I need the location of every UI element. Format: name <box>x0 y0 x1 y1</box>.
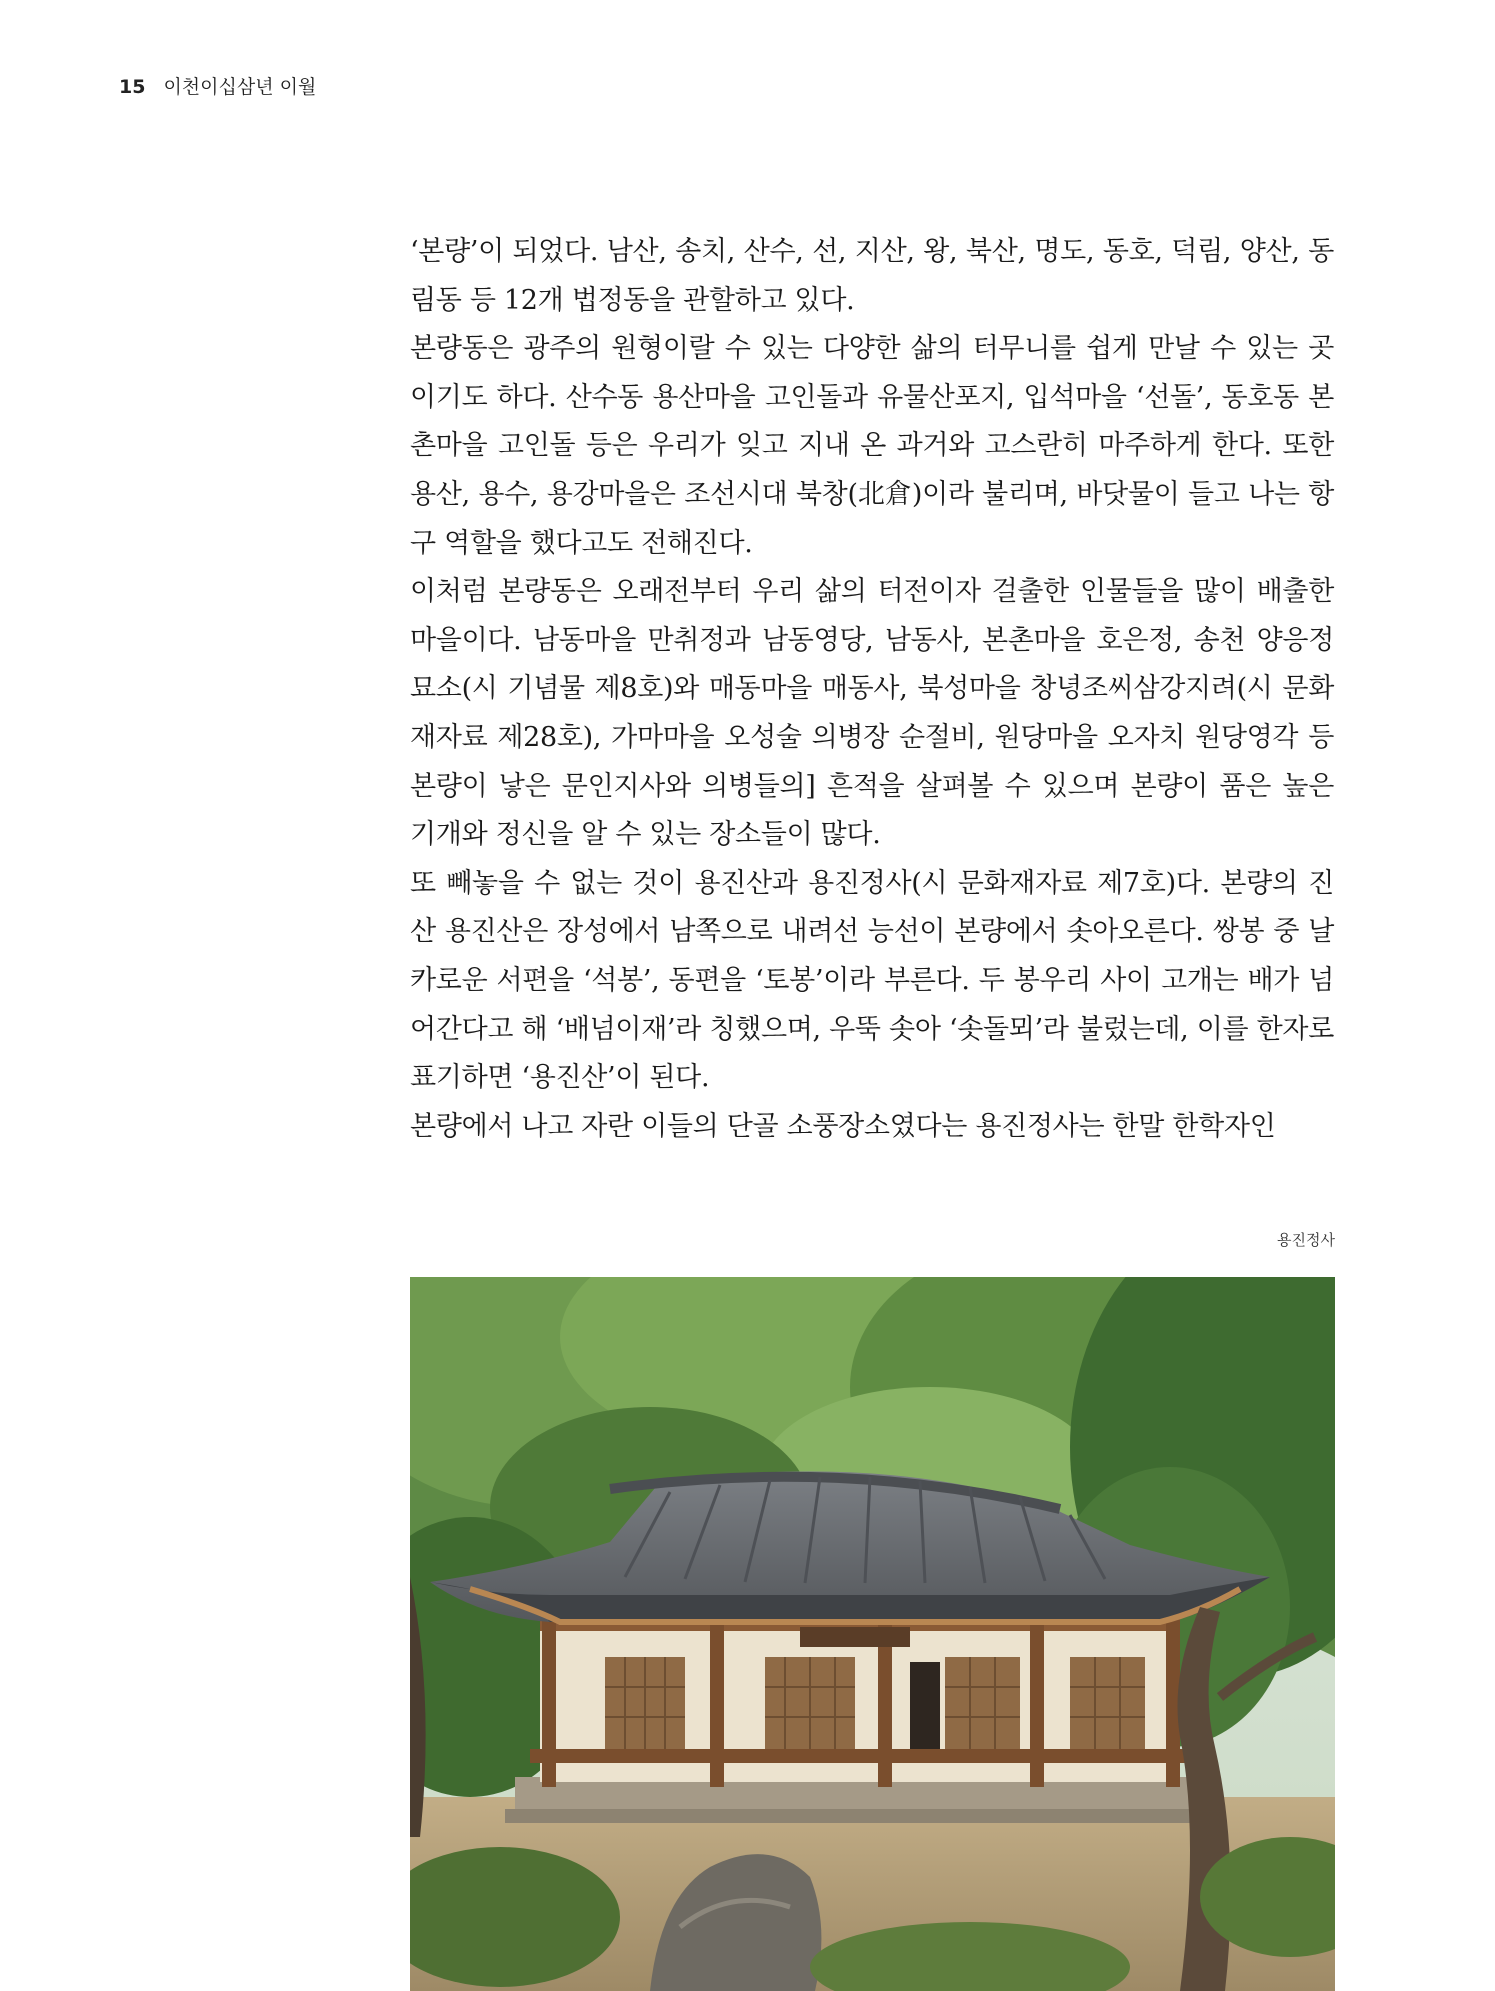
paragraph: 본량동은 광주의 원형이랄 수 있는 다양한 삶의 터무니를 쉽게 만날 수 있는 곳이기도 하다. 산수동 용산마을 고인돌과 유물산포지, 입석마을 ‘선돌’, 동호동 본촌마을 고인돌 등은 우리가 잊고 지내 온 과거와 고스란히 마주하게 한다. 또한 용산, 용수, 용강마을은 조선시대 북창(北倉)이라 불리며, 바닷물이 들고 나는 항구 역할을 했다고도 전해진다. <box>410 333 1334 559</box>
paragraph: 또 빼놓을 수 없는 것이 용진산과 용진정사(시 문화재자료 제7호)다. 본량의 진산 용진산은 장성에서 남쪽으로 내려선 능선이 본량에서 솟아오른다. 쌍봉 중 날카로운 서편을 ‘석봉’, 동편을 ‘토봉’이라 부른다. 두 봉우리 사이 고개는 배가 넘어간다고 해 ‘배넘이재’라 칭했으며, 우뚝 솟아 ‘솟돌뫼’라 불렀는데, 이를 한자로 표기하면 ‘용진산’이 된다. <box>410 867 1334 1094</box>
photo-illustration <box>410 1277 1335 1991</box>
paragraph: 이처럼 본량동은 오래전부터 우리 삶의 터전이자 걸출한 인물들을 많이 배출한 마을이다. 남동마을 만취정과 남동영당, 남동사, 본촌마을 호은정, 송천 양응정 묘소(시 기념물 제8호)와 매동마을 매동사, 북성마을 창녕조씨삼강지려(시 문화재자료 제28호), 가마마을 오성술 의병장 순절비, 원당마을 오자치 원당영각 등 본량이 낳은 문인지사와 의병들의] 흔적을 살펴볼 수 있으며 본량이 품은 높은 기개와 정신을 알 수 있는 장소들이 많다. <box>410 576 1334 851</box>
page-number: 15 <box>119 76 146 98</box>
running-title: 이천이십삼년 이월 <box>163 76 317 98</box>
running-head <box>119 72 316 99</box>
paragraph: ‘본량’이 되었다. 남산, 송치, 산수, 선, 지산, 왕, 북산, 명도, 동호, 덕림, 양산, 동림동 등 12개 법정동을 관할하고 있다. <box>410 236 1334 316</box>
yongjin-jeongsa-photo <box>410 1277 1335 1991</box>
article-body <box>410 228 1334 1151</box>
paragraph: 본량에서 나고 자란 이들의 단골 소풍장소였다는 용진정사는 한말 한학자인 <box>410 1110 1276 1142</box>
photo-caption: 용진정사 <box>1277 1231 1335 1249</box>
